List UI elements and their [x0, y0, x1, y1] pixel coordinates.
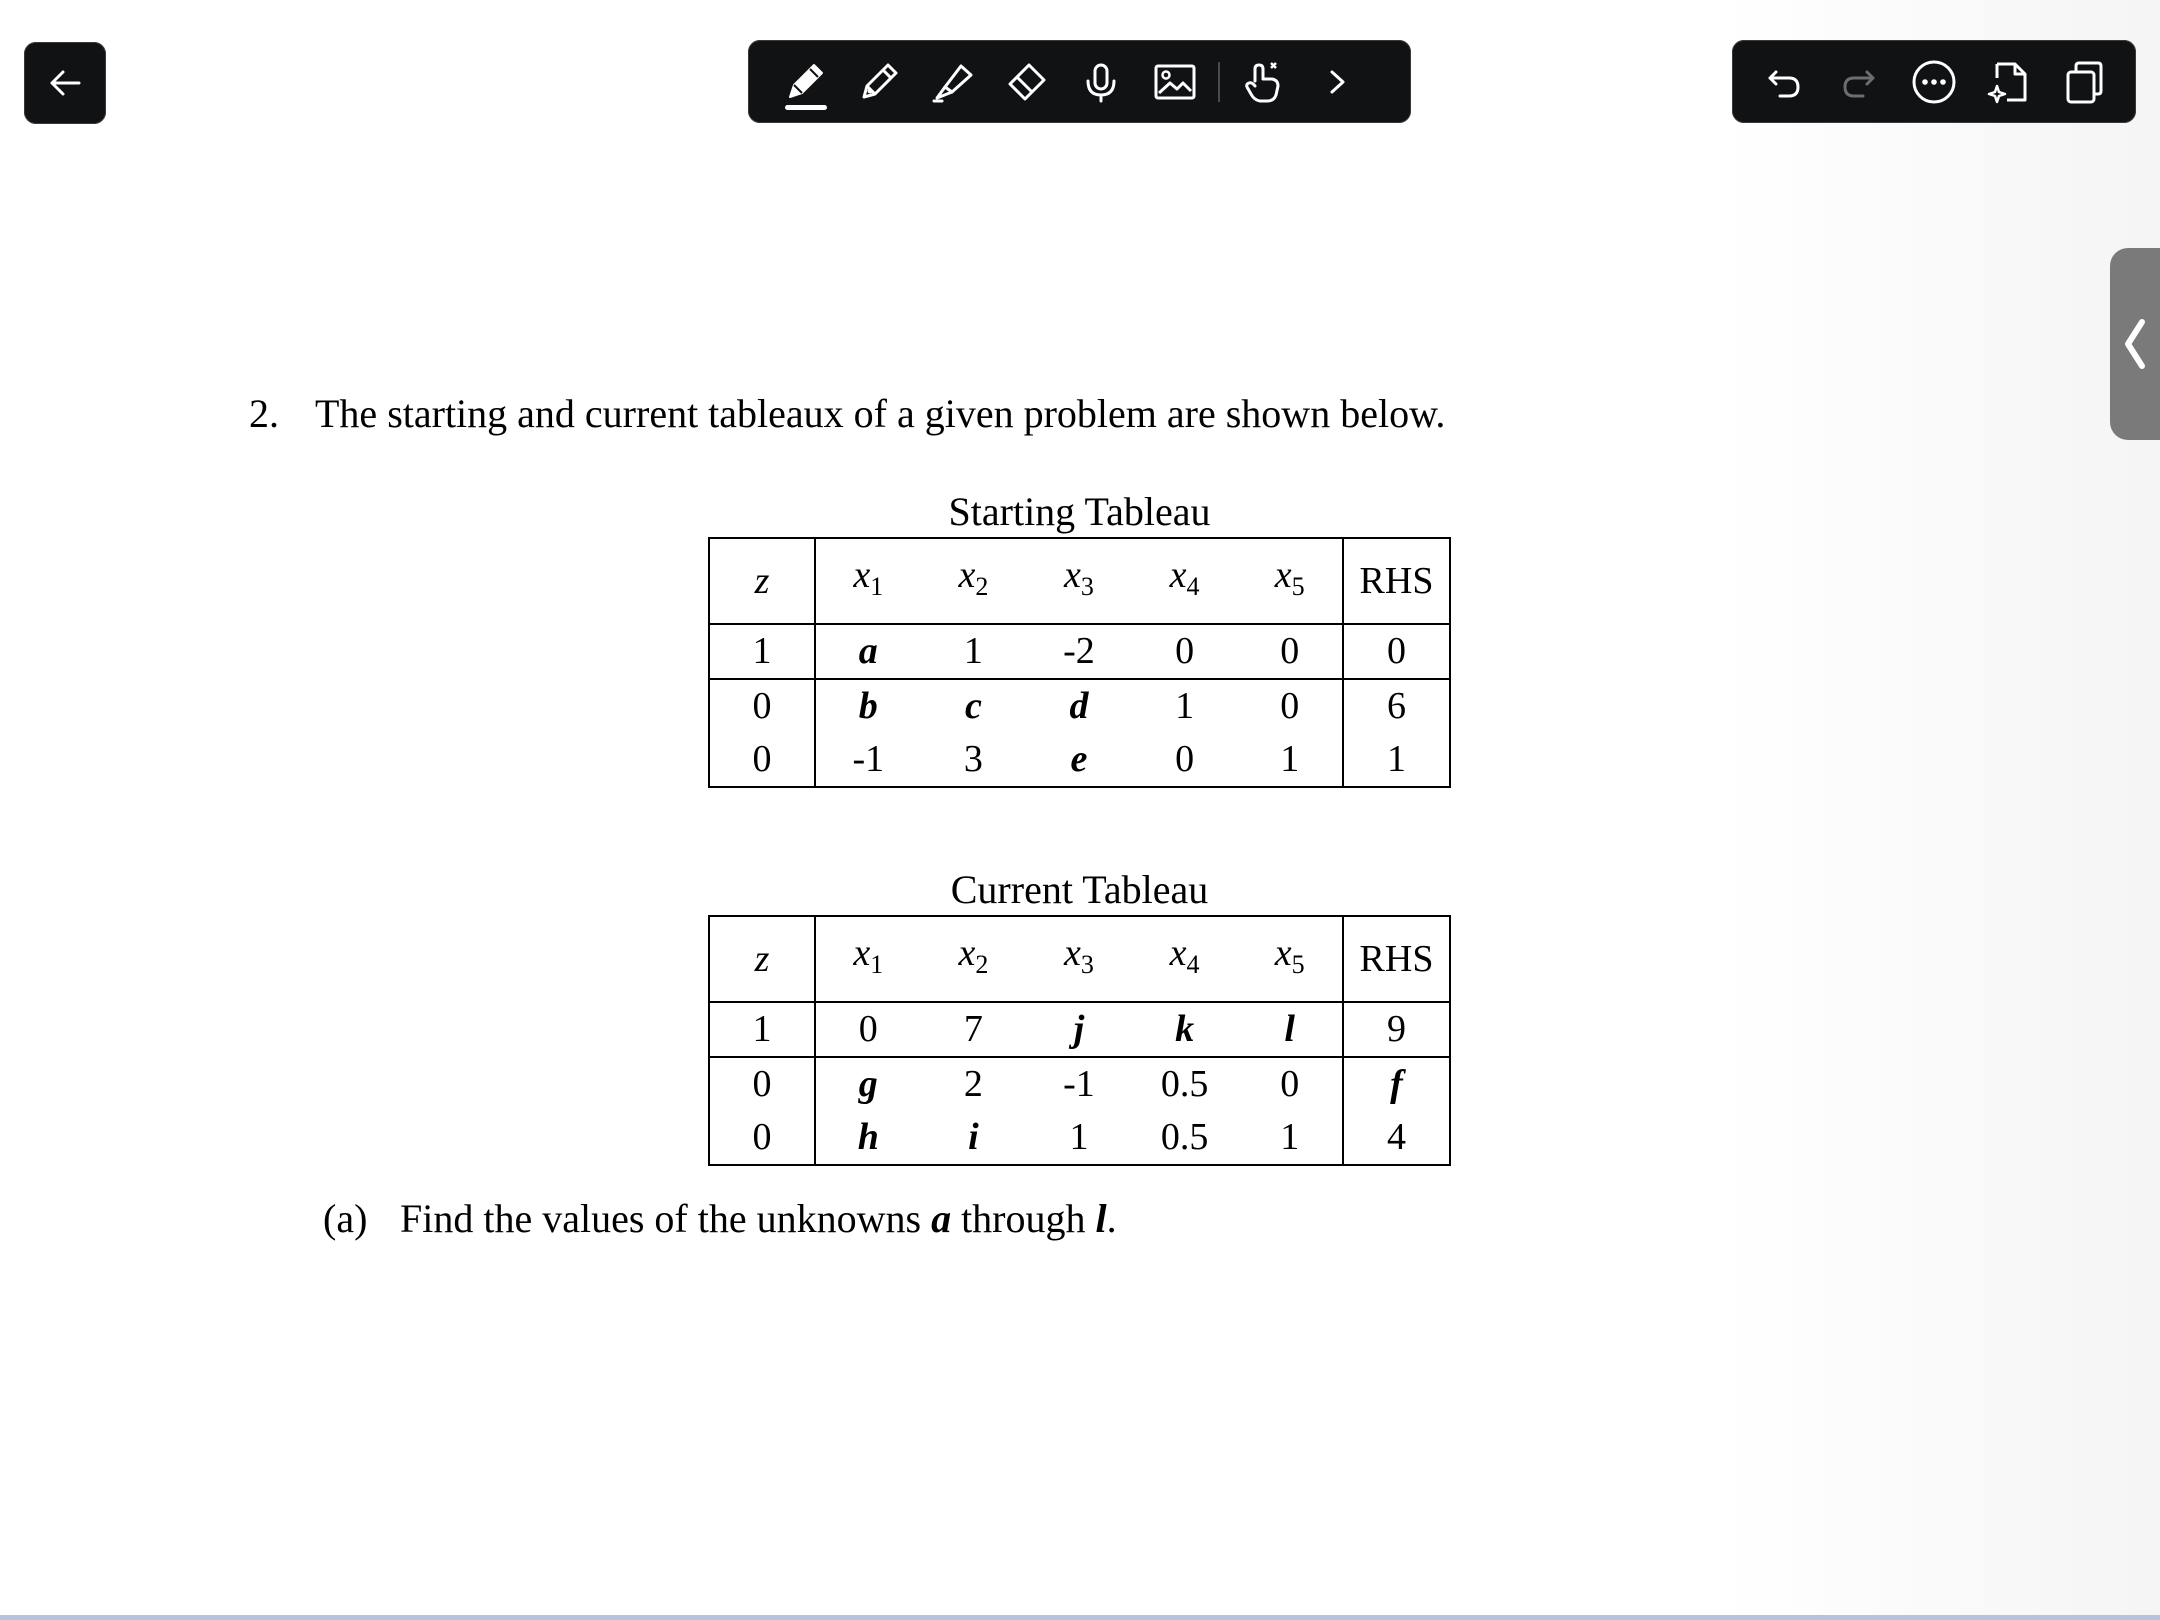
header-x1: $x_1$	[815, 916, 921, 1002]
arrow-left-icon	[45, 63, 85, 103]
eraser-tool[interactable]	[990, 40, 1064, 123]
table-cell: 0	[1280, 1063, 1300, 1105]
table-cell: 6	[1343, 679, 1450, 733]
part-a-var-l: l	[1095, 1196, 1107, 1241]
add-page-icon	[1985, 58, 2033, 106]
question-2	[249, 390, 1445, 437]
part-a-text: Find the values of the unknowns	[400, 1196, 932, 1241]
actions-toolbar	[1732, 40, 2136, 123]
header-x3: $x_3$	[1026, 538, 1132, 624]
undo-button[interactable]	[1754, 40, 1814, 123]
question-number: 2.	[249, 391, 279, 436]
highlighter-tool[interactable]	[916, 40, 990, 123]
part-a-text-end: .	[1106, 1196, 1117, 1241]
header-rhs: RHS	[1343, 916, 1450, 1002]
side-panel-toggle[interactable]	[2110, 248, 2160, 440]
unknown-g: g	[858, 1063, 878, 1105]
table-cell: 2	[963, 1063, 983, 1105]
table-cell: 1	[1069, 1116, 1089, 1158]
unknown-i: i	[968, 1116, 979, 1158]
drawing-toolbar	[748, 40, 1411, 123]
starting-tableau-title: Starting Tableau	[948, 489, 1211, 534]
part-a	[323, 1195, 1117, 1242]
toolbar-divider	[1218, 62, 1220, 102]
unknown-j: j	[1026, 1002, 1132, 1057]
redo-button[interactable]	[1829, 40, 1889, 123]
current-tableau	[708, 915, 1451, 1166]
table-cell: 0	[709, 1111, 815, 1165]
part-a-var-a: a	[931, 1196, 952, 1241]
unknown-e: e	[1070, 738, 1088, 780]
header-x4: $x_4$	[1132, 538, 1238, 624]
table-cell: 1	[1175, 685, 1195, 727]
header-x3: $x_3$	[1026, 916, 1132, 1002]
table-cell: 1	[921, 624, 1027, 679]
eraser-icon	[1002, 57, 1052, 107]
highlighter-icon	[928, 57, 978, 107]
table-cell: 4	[1343, 1111, 1450, 1165]
part-a-text-mid: through	[951, 1196, 1096, 1241]
table-row	[709, 1111, 1450, 1165]
table-cell: 1	[709, 1002, 815, 1057]
table-cell: -1	[1063, 1063, 1095, 1105]
header-x2: $x_2$	[921, 916, 1027, 1002]
header-x1: $x_1$	[815, 538, 921, 624]
pen-icon	[780, 57, 830, 107]
table-cell: 9	[1343, 1002, 1450, 1057]
chevron-right-icon	[1317, 62, 1357, 102]
table-cell: 0	[1343, 624, 1450, 679]
header-x2: $x_2$	[921, 538, 1027, 624]
more-tools-button[interactable]	[1300, 40, 1374, 123]
header-z: z	[709, 538, 815, 624]
pencil-tool[interactable]	[842, 40, 916, 123]
table-cell: 0.5	[1160, 1063, 1209, 1105]
header-x4: $x_4$	[1132, 916, 1238, 1002]
table-header-row	[709, 538, 1450, 624]
table-row	[709, 624, 1450, 679]
table-header-row	[709, 916, 1450, 1002]
redo-icon	[1837, 60, 1881, 104]
unknown-a: a	[815, 624, 921, 679]
image-tool[interactable]	[1138, 40, 1212, 123]
part-a-label: (a)	[323, 1196, 368, 1241]
pages-button[interactable]	[2054, 40, 2114, 123]
table-cell: 1	[1343, 733, 1450, 787]
table-cell: 0	[1280, 685, 1300, 727]
header-x5: $x_5$	[1237, 916, 1343, 1002]
unknown-k: k	[1132, 1002, 1238, 1057]
more-button[interactable]	[1904, 40, 1964, 123]
starting-tableau	[708, 537, 1451, 788]
table-row	[709, 1057, 1450, 1111]
bottom-border	[0, 1615, 2160, 1620]
table-cell: 0	[709, 733, 815, 787]
touch-tool[interactable]	[1226, 40, 1300, 123]
hand-pointer-icon	[1238, 57, 1288, 107]
table-row	[709, 733, 1450, 787]
table-cell: 0	[1132, 624, 1238, 679]
table-cell: -2	[1026, 624, 1132, 679]
table-cell: 1	[1280, 738, 1300, 780]
header-z: z	[709, 916, 815, 1002]
unknown-d: d	[1069, 685, 1089, 727]
table-cell: 0	[709, 1057, 815, 1111]
table-cell: 1	[1280, 1116, 1300, 1158]
chevron-left-icon	[2118, 314, 2152, 374]
microphone-tool[interactable]	[1064, 40, 1138, 123]
header-x5: $x_5$	[1237, 538, 1343, 624]
table-cell: 0	[815, 1002, 921, 1057]
table-cell: -1	[852, 738, 885, 780]
unknown-l: l	[1237, 1002, 1343, 1057]
table-cell: 0.5	[1160, 1116, 1209, 1158]
table-cell: 0	[1175, 738, 1195, 780]
pages-icon	[2060, 58, 2108, 106]
back-button[interactable]	[24, 42, 106, 124]
unknown-h: h	[857, 1116, 879, 1158]
image-icon	[1150, 57, 1200, 107]
table-row	[709, 1002, 1450, 1057]
table-cell: 0	[1237, 624, 1343, 679]
table-row	[709, 679, 1450, 733]
header-rhs: RHS	[1343, 538, 1450, 624]
pencil-icon	[854, 57, 904, 107]
undo-icon	[1762, 60, 1806, 104]
current-tableau-title: Current Tableau	[950, 867, 1209, 912]
more-icon	[1910, 58, 1958, 106]
table-cell: 7	[921, 1002, 1027, 1057]
add-page-button[interactable]	[1979, 40, 2039, 123]
table-cell: 0	[709, 679, 815, 733]
unknown-c: c	[964, 685, 982, 727]
table-cell: 3	[963, 738, 983, 780]
question-text: The starting and current tableaux of a given problem are shown below.	[315, 391, 1446, 436]
table-cell: 1	[709, 624, 815, 679]
microphone-icon	[1076, 57, 1126, 107]
pen-tool[interactable]	[768, 40, 842, 123]
unknown-f: f	[1343, 1057, 1450, 1111]
page-edge-shadow	[1720, 0, 2160, 1620]
unknown-b: b	[858, 685, 878, 727]
